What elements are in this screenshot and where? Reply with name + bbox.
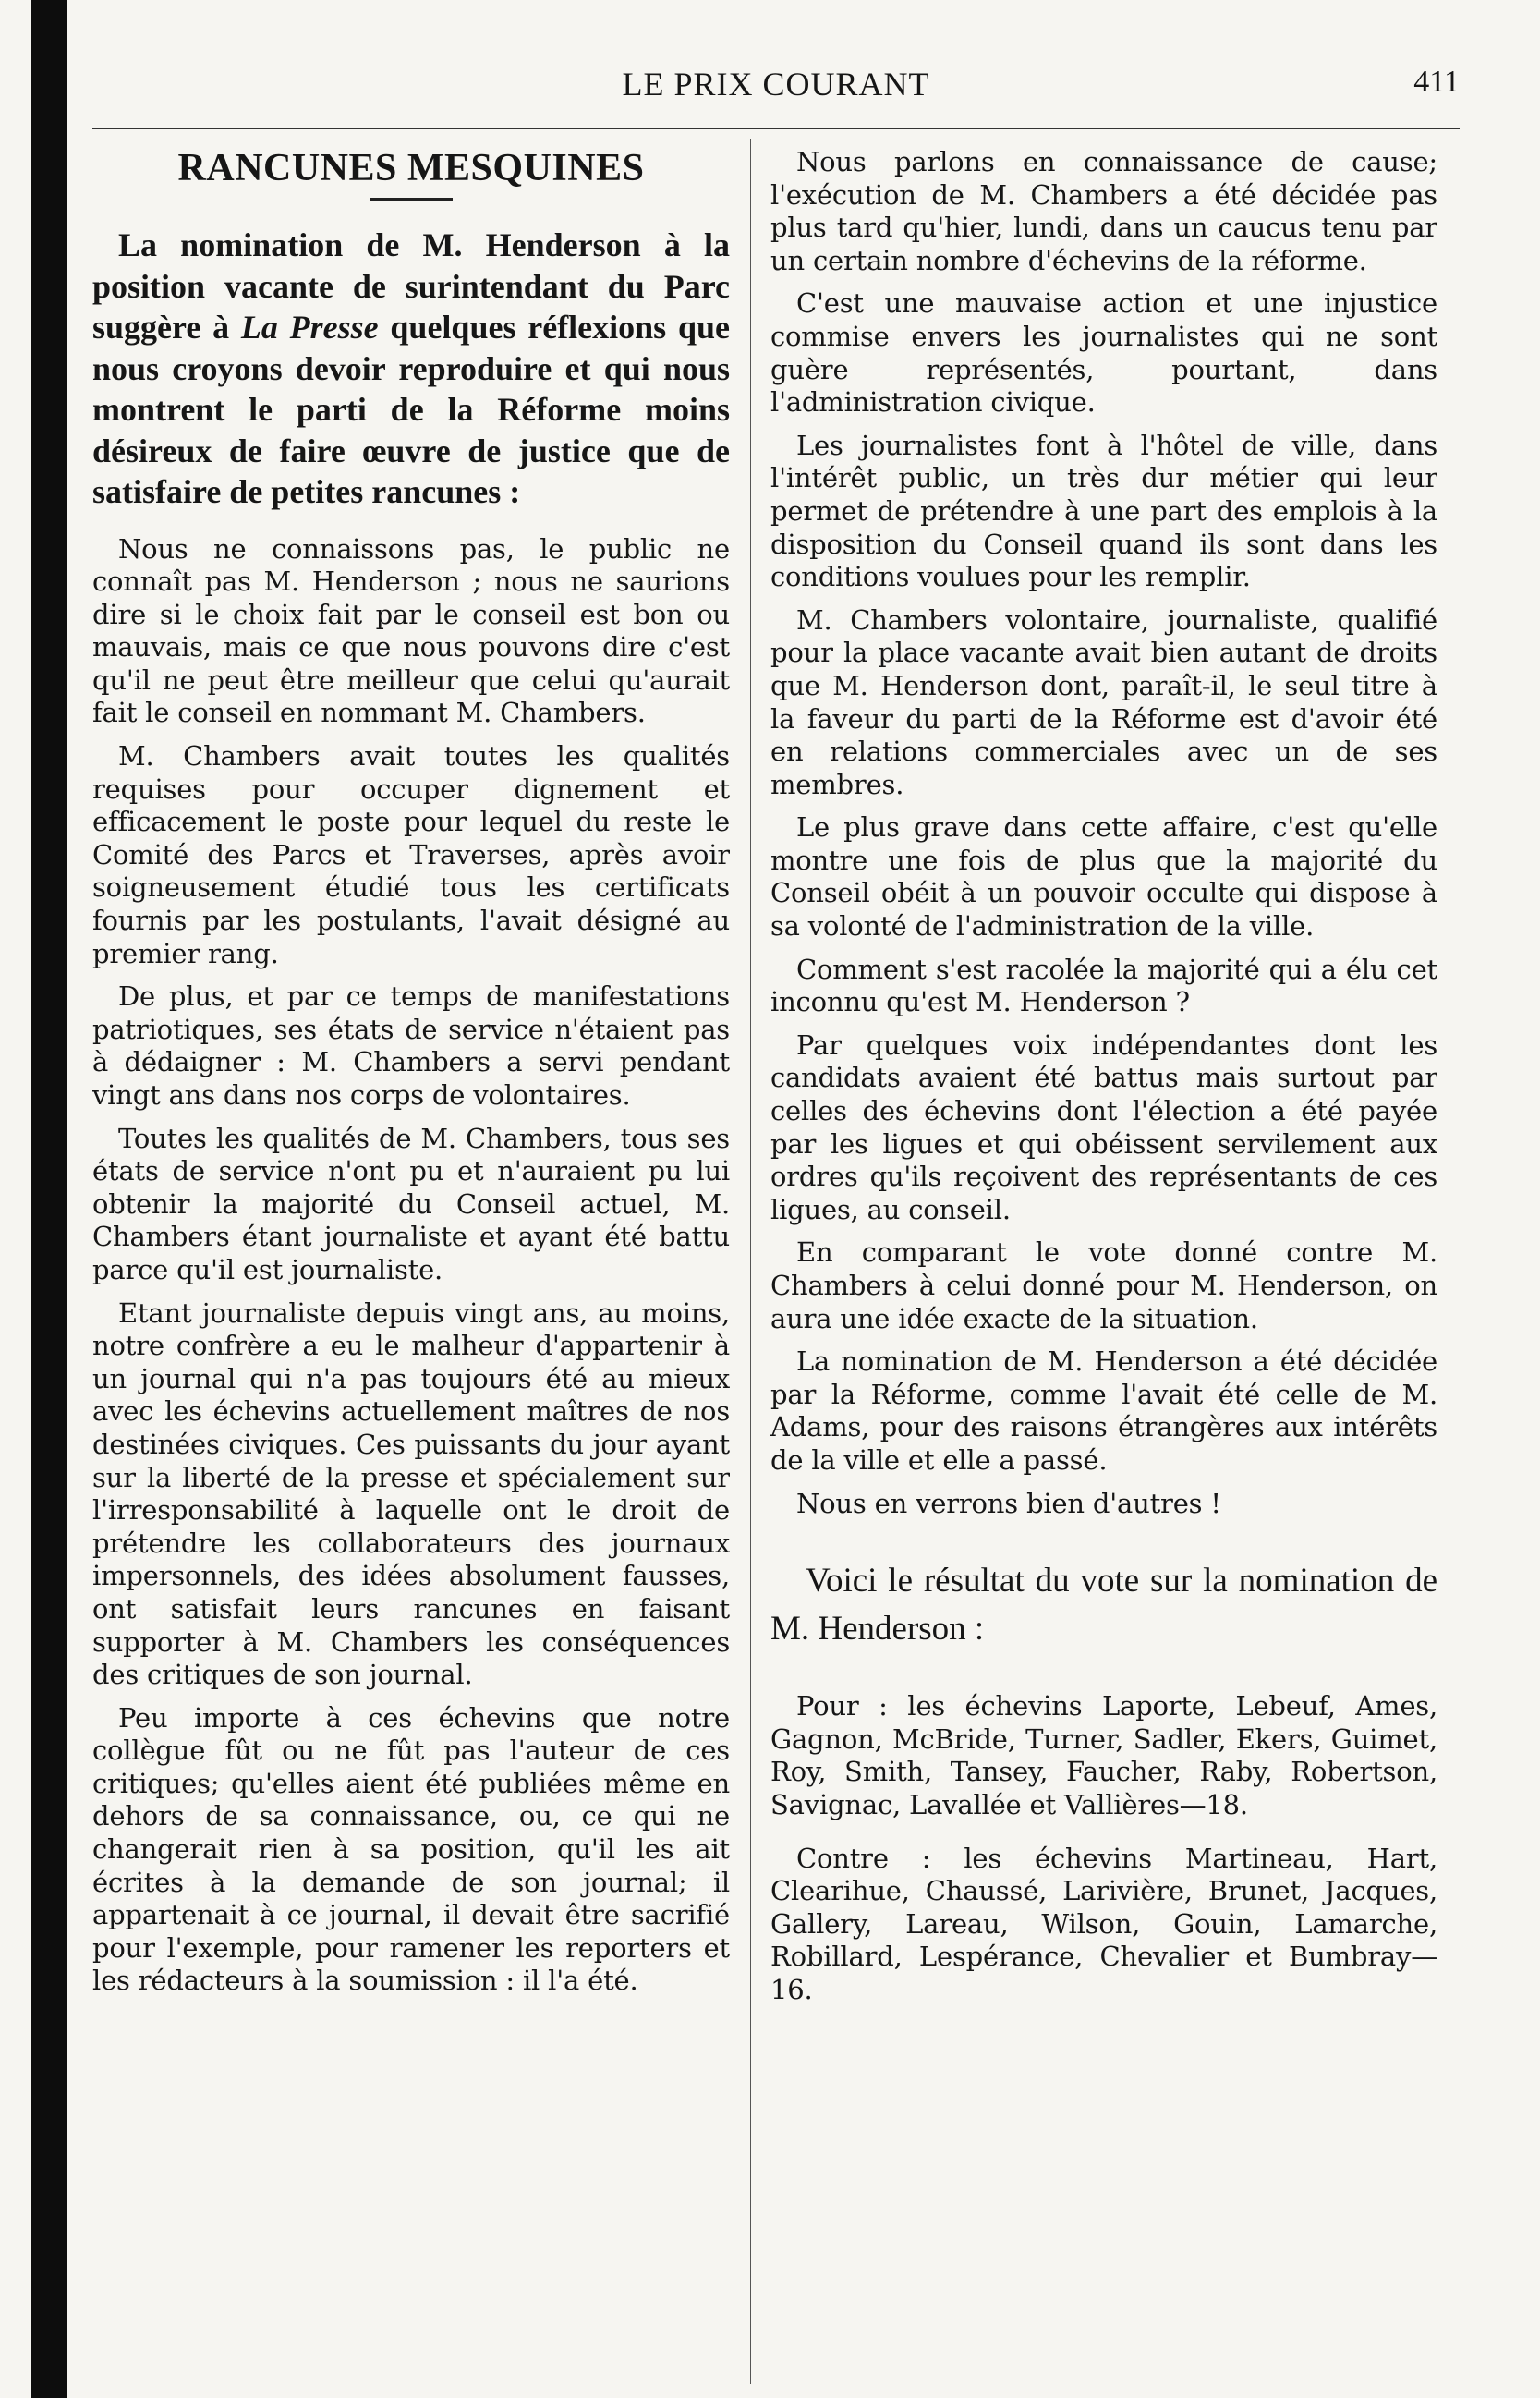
article-paragraph: En comparant le vote donné contre M. Chambers à celui donné pour M. Henderson, on aura une idée exacte de la situation. xyxy=(770,1236,1437,1334)
article-paragraph: Les journalistes font à l'hôtel de ville, dans l'intérêt public, un très dur métier qui leur permet de prétendre à une part des emplois à la disposition du Conseil quand ils sont dans les conditions voulues pour les remplir. xyxy=(770,429,1437,593)
article-paragraph: Nous parlons en connaissance de cause; l'exécution de M. Chambers a été décidée pas plus tard qu'hier, lundi, dans un caucus tenu par un certain nombre d'échevins de la réforme. xyxy=(770,146,1437,276)
article-paragraph: Comment s'est racolée la majorité qui a élu cet inconnu qu'est M. Henderson ? xyxy=(770,953,1437,1018)
article-lead xyxy=(92,225,730,513)
article-headline: RANCUNES MESQUINES xyxy=(177,147,645,189)
header-rule xyxy=(92,128,1460,129)
column-divider xyxy=(750,139,751,2384)
article-paragraph: La nomination de M. Henderson a été décidée par la Réforme, comme l'avait été celle de M. Adams, pour des raisons étrangères aux intérêts de la ville et elle a passé. xyxy=(770,1345,1437,1476)
headline-rule xyxy=(370,198,453,201)
article-paragraph: Par quelques voix indépendantes dont les candidats avaient été battus mais surtout par celles des échevins dont l'élection a été payée par les ligues et qui obéissent servilement aux ordres qu'ils reçoivent des représentants de ces ligues, au conseil. xyxy=(770,1029,1437,1225)
vote-result-heading: Voici le résultat du vote sur la nomination de M. Henderson : xyxy=(770,1562,1437,1649)
lead-text-end: quelques réflexions que nous croyons devoir reproduire et qui nous montrent le parti de la Réforme moins désireux de faire œuvre de justice que de satisfaire de petites rancunes : xyxy=(92,309,730,510)
page-header xyxy=(92,65,1460,129)
vote-for-list: Pour : les échevins Laporte, Lebeuf, Ames, Gagnon, McBride, Turner, Sadler, Ekers, Guimet, Roy, Smith, Tansey, Faucher, Raby, Robertson, Savignac, Lavallée et Vallières—18. xyxy=(770,1690,1437,1820)
article-paragraph: Le plus grave dans cette affaire, c'est qu'elle montre une fois de plus que la majorité du Conseil obéit à un pouvoir occulte qui dispose à sa volonté de l'administration de la ville. xyxy=(770,811,1437,943)
running-title: LE PRIX COURANT xyxy=(622,66,930,103)
article-paragraph: Nous ne connaissons pas, le public ne connaît pas M. Henderson ; nous ne saurions dire si le choix fait par le conseil est bon ou mauvais, mais ce que nous pouvons dire c'est qu'il ne peut être meilleur que celui qu'aurait fait le conseil en nommant M. Chambers. xyxy=(92,532,730,729)
article-paragraph: Toutes les qualités de M. Chambers, tous ses états de service n'ont pu et n'auraient pu lui obtenir la majorité du Conseil actuel, M. Chambers étant journaliste et ayant été battu parce qu'il est journaliste. xyxy=(92,1122,730,1285)
page-number: 411 xyxy=(1413,65,1460,99)
vote-against-list: Contre : les échevins Martineau, Hart, Clearihue, Chaussé, Larivière, Brunet, Jacques, Gallery, Lareau, Wilson, Gouin, Lamarche, Robillard, Lespérance, Chevalier et Bumbray—16. xyxy=(770,1842,1437,2005)
newspaper-page xyxy=(92,37,1460,2384)
article-paragraph: C'est une mauvaise action et une injustice commise envers les journalistes qui ne sont guère représentés, pourtant, dans l'administration civique. xyxy=(770,287,1437,419)
right-column xyxy=(770,146,1437,2382)
article-paragraph: Etant journaliste depuis vingt ans, au moins, notre confrère a eu le malheur d'appartenir à un journal qui n'a pas toujours été au mieux avec les échevins actuellement maîtres de nos destinées civiques. Ces puissants du jour ayant sur la liberté de la presse et spécialement sur l'irresponsabilité à laquelle ont le droit de prétendre les collaborateurs des journaux impersonnels, des idées absolument fausses, ont satisfait leurs rancunes en faisant supporter à M. Chambers les conséquences des critiques de son journal. xyxy=(92,1296,730,1691)
article-paragraph: De plus, et par ce temps de manifestations patriotiques, ses états de service n'étaient pas à dédaigner : M. Chambers a servi pendant vingt ans dans nos corps de volontaires. xyxy=(92,980,730,1111)
book-binding-edge xyxy=(31,0,67,2398)
article-paragraph: M. Chambers volontaire, journaliste, qualifié pour la place vacante avait bien autant de droits que M. Henderson dont, paraît-il, le seul titre à la faveur du parti de la Réforme est d'avoir été en relations commerciales avec un de ses membres. xyxy=(770,603,1437,800)
article-paragraph: M. Chambers avait toutes les qualités requises pour occuper dignement et efficacement le poste pour lequel du reste le Comité des Parcs et Traverses, après avoir soigneusement étudié tous les certificats fournis par les postulants, l'avait désigné au premier rang. xyxy=(92,740,730,969)
article-paragraph: Nous en verrons bien d'autres ! xyxy=(796,1487,1221,1519)
lead-text-start: La nomination de M. Henderson à la position vacante de surintendant du Parc suggère à xyxy=(92,226,730,346)
lead-publication-name: La Presse xyxy=(240,309,379,346)
article-paragraph: Peu importe à ces échevins que notre collègue fût ou ne fût pas l'auteur de ces critiques; qu'elles aient été publiées même en dehors de sa connaissance, ou, ce qui ne changerait rien à sa position, qu'il les ait écrites à la demande de son journal; il appartenait à ce journal, il devait être sacrifié pour l'exemple, pour ramener les reporters et les rédacteurs à la soumission : il l'a été. xyxy=(92,1701,730,1997)
left-column xyxy=(92,146,730,2382)
